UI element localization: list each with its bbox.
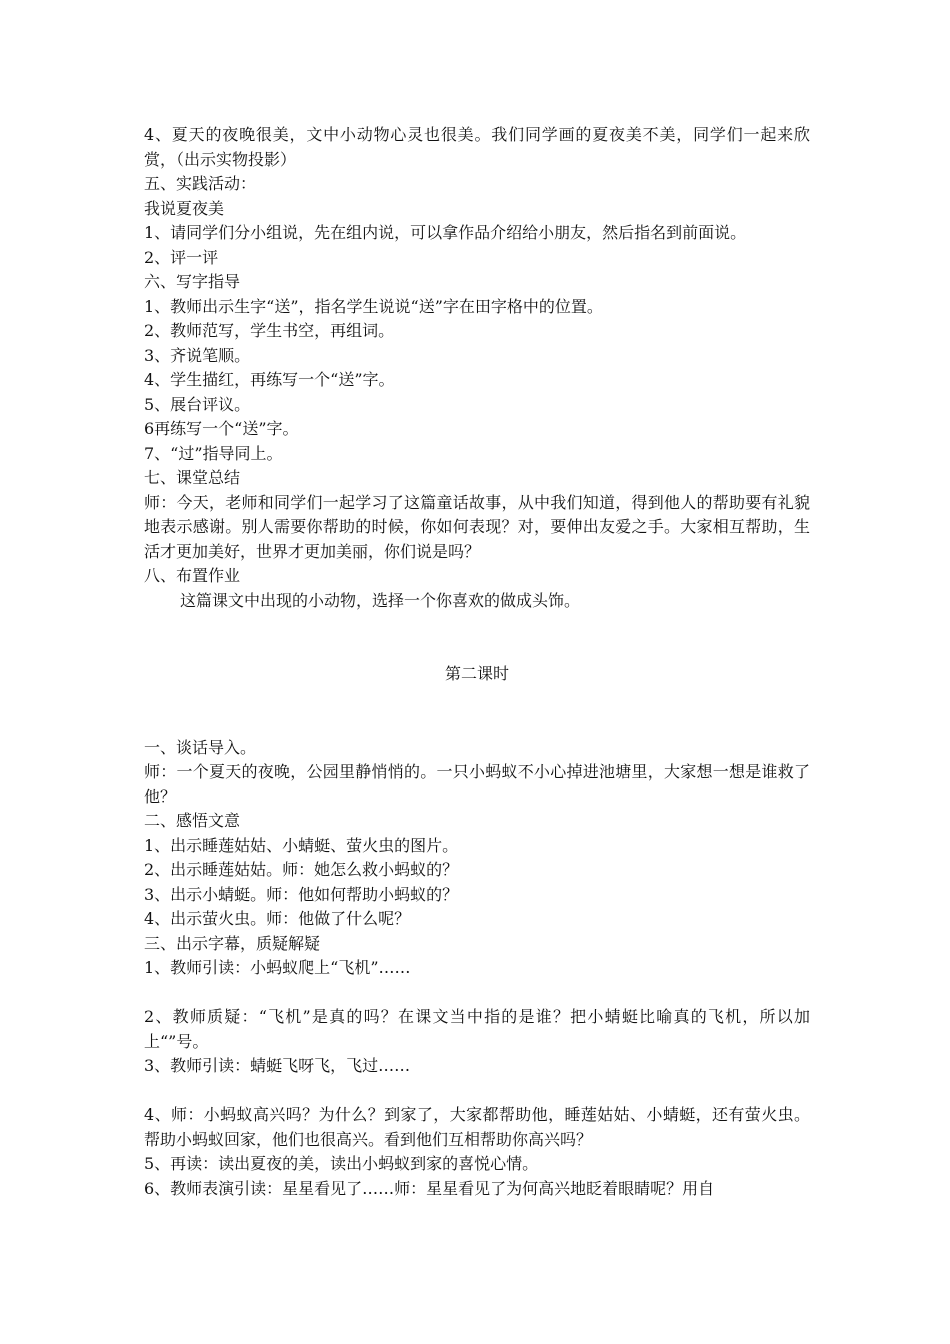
document-body: [144, 123, 810, 1201]
heading-writing-guidance: 六、写字指导: [144, 272, 241, 291]
paragraph-stroke-order: 3、齐说笔顺。: [144, 345, 251, 365]
paragraph-show-pictures: 1、出示睡莲姑姑、小蜻蜓、萤火虫的图片。: [144, 835, 459, 855]
paragraph-lead-reading-2: 3、教师引读：蜻蜓飞呀飞，飞过……: [144, 1056, 411, 1075]
heading-practice-activity: 五、实践活动：: [144, 174, 257, 193]
paragraph-lead-reading-1: 1、教师引读：小蚂蚁爬上“飞机”……: [144, 958, 411, 977]
paragraph-teacher-performance: 6、教师表演引读：星星看见了……师：星星看见了为何高兴地眨着眼睛呢？用自: [144, 1178, 715, 1198]
paragraph-ant-happy: 4、师：小蚂蚁高兴吗？为什么？到家了，大家都帮助他，睡莲姑姑、小蜻蜓，还有萤火虫。帮助小蚂蚁回家，他们也很高兴。看到他们互相帮助你高兴吗？: [144, 1105, 810, 1149]
section-title-second-lesson: 第二课时: [444, 664, 509, 683]
paragraph-homework-text: 这篇课文中出现的小动物，选择一个你喜欢的做成头饰。: [180, 590, 581, 610]
paragraph-summer-night-beauty: 4、夏天的夜晚很美，文中小动物心灵也很美。我们同学画的夏夜美不美，同学们一起来欣赏，（出示实物投影）: [144, 125, 810, 169]
paragraph-summary-text: 师：今天，老师和同学们一起学习了这篇童话故事，从中我们知道，得到他人的帮助要有礼貌地表示感谢。别人需要你帮助的时候，你如何表现？对，要伸出友爱之手。大家相互帮助，生活才更加美好，世界才更加美丽，你们说是吗？: [144, 492, 810, 561]
spacer: [144, 687, 810, 736]
paragraph-show-dragonfly: 3、出示小蜻蜓。师：他如何帮助小蚂蚁的？: [144, 884, 459, 904]
paragraph-display-review: 5、展台评议。: [144, 394, 251, 414]
paragraph-guo-guidance: 7、“过”指导同上。: [144, 443, 283, 463]
spacer: [144, 981, 810, 1006]
paragraph-intro-text: 师：一个夏天的夜晚，公园里静悄悄的。一只小蚂蚁不小心掉进池塘里，大家想一想是谁救了他？: [144, 762, 810, 806]
paragraph-evaluate: 2、评一评: [144, 247, 219, 267]
paragraph-trace-practice: 4、学生描红，再练写一个“送”字。: [144, 370, 395, 389]
heading-homework: 八、布置作业: [144, 566, 241, 585]
paragraph-show-firefly: 4、出示萤火虫。师：他做了什么呢？: [144, 909, 411, 928]
paragraph-show-water-lily: 2、出示睡莲姑姑。师：她怎么救小蚂蚁的？: [144, 860, 459, 879]
spacer: [144, 1079, 810, 1104]
paragraph-read-again: 5、再读：读出夏夜的美，读出小蚂蚁到家的喜悦心情。: [144, 1154, 539, 1173]
heading-understand-text: 二、感悟文意: [144, 811, 241, 830]
heading-talk-intro: 一、谈话导入。: [144, 737, 257, 757]
paragraph-show-character: 1、教师出示生字“送”，指名学生说说“送”字在田字格中的位置。: [144, 296, 603, 316]
paragraph-teacher-demo: 2、教师范写，学生书空，再组词。: [144, 321, 395, 340]
spacer: [144, 613, 810, 662]
subheading-talk-summer-night: 我说夏夜美: [144, 198, 225, 218]
heading-class-summary: 七、课堂总结: [144, 468, 241, 487]
paragraph-group-talk: 1、请同学们分小组说，先在组内说，可以拿作品介绍给小朋友，然后指名到前面说。: [144, 223, 747, 242]
paragraph-practice-again: 6再练写一个“送”字。: [144, 419, 299, 438]
paragraph-teacher-question: 2、教师质疑：“飞机”是真的吗？在课文当中指的是谁？把小蜻蜓比喻真的飞机，所以加上“”号。: [144, 1007, 810, 1051]
heading-captions-questions: 三、出示字幕，质疑解疑: [144, 933, 321, 953]
